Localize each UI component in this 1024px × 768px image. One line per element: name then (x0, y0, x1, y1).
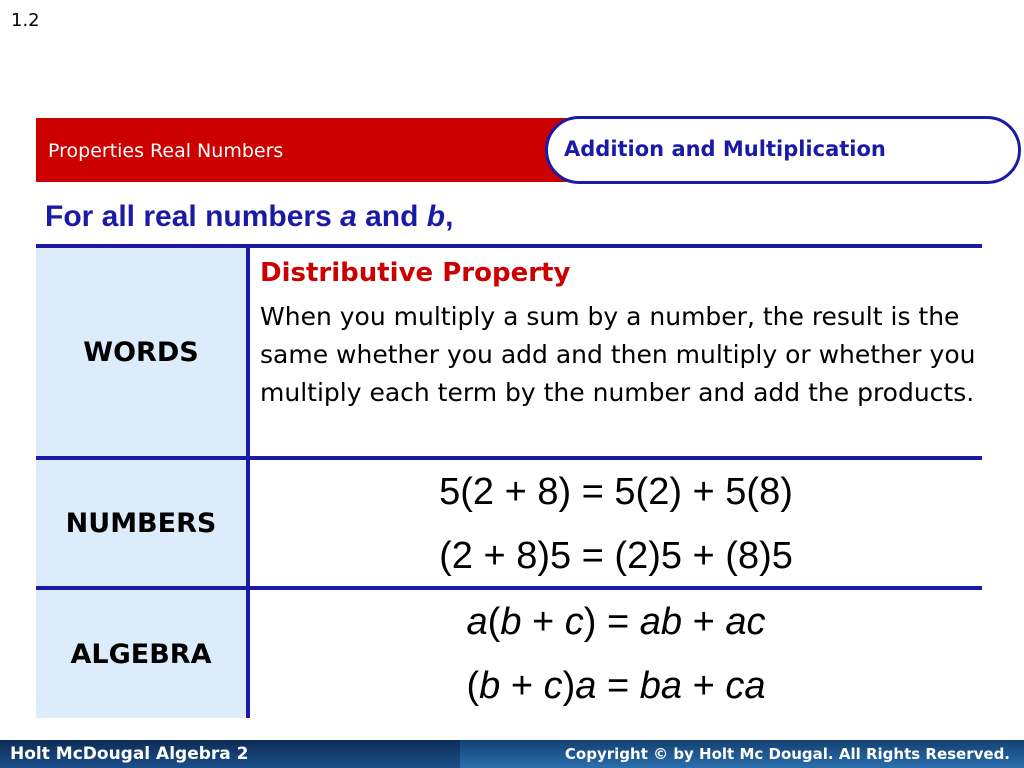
words-row (36, 244, 982, 456)
header-pill (545, 116, 1021, 184)
footer-right-bar (460, 740, 1024, 768)
intro-prefix: For all real numbers (45, 200, 341, 233)
intro-middle: and (356, 200, 427, 233)
intro-heading (45, 200, 453, 234)
header-pill-label: Addition and Multiplication (564, 137, 886, 161)
algebra-equation-2 (250, 654, 982, 718)
eq1-b: b (500, 601, 522, 643)
eq2-plus2: + (682, 665, 726, 707)
eq1-plus: + (521, 601, 565, 643)
eq2-p1: ( (466, 665, 480, 707)
header-bar (36, 118, 596, 182)
numbers-equation-2: (2 + 8)5 = (2)5 + (8)5 (439, 535, 793, 577)
eq2-ca: ca (725, 665, 766, 707)
eq2-c: c (543, 665, 563, 707)
property-title: Distributive Property (260, 258, 571, 288)
eq1-p2: ) = (583, 601, 640, 643)
eq2-a: a (575, 665, 597, 707)
property-table (36, 244, 982, 718)
numbers-row (36, 456, 982, 586)
footer-publisher: Holt McDougal Algebra 2 (10, 744, 249, 764)
eq2-ba: ba (639, 665, 683, 707)
footer-copyright: Copyright © by Holt Mc Dougal. All Rights Reserved. (564, 745, 1010, 763)
eq1-p1: ( (487, 601, 501, 643)
algebra-row (36, 586, 982, 718)
numbers-equation-1: 5(2 + 8) = 5(2) + 5(8) (439, 471, 793, 513)
eq2-b: b (479, 665, 501, 707)
slide-number: 1.2 (11, 10, 40, 31)
intro-suffix: , (445, 200, 454, 233)
intro-var-b: b (426, 200, 446, 233)
words-label: WORDS (36, 248, 250, 456)
eq2-p2: ) (562, 665, 576, 707)
eq1-ab: ab (639, 601, 683, 643)
eq2-eq: = (596, 665, 640, 707)
numbers-label: NUMBERS (36, 460, 250, 586)
numbers-content (250, 460, 982, 586)
algebra-content (250, 590, 982, 718)
algebra-label: ALGEBRA (36, 590, 250, 718)
eq1-plus2: + (682, 601, 726, 643)
property-description: When you multiply a sum by a number, the result is the same whether you add and then multiply or whether you multiply each term by the number and add the products. (260, 302, 976, 407)
footer-left-bar (0, 740, 460, 768)
eq2-plus: + (500, 665, 544, 707)
eq1-ac: ac (725, 601, 766, 643)
intro-var-a: a (340, 200, 357, 233)
eq1-a: a (466, 601, 488, 643)
algebra-equation-1 (250, 590, 982, 654)
words-content (250, 248, 982, 456)
header-title: Properties Real Numbers (48, 140, 284, 162)
eq1-c: c (564, 601, 584, 643)
